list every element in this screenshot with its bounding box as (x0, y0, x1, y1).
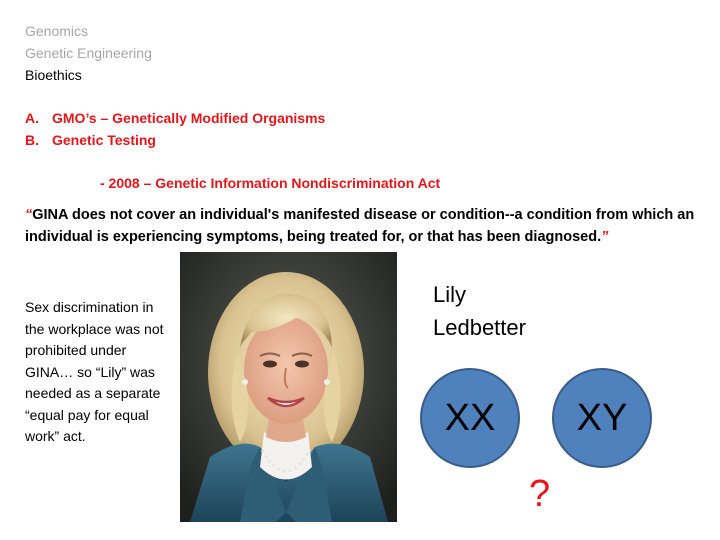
list-marker-a: A. (25, 110, 39, 126)
sub-item-gina: - 2008 – Genetic Information Nondiscrimination Act (100, 175, 441, 191)
quote-close-mark: ” (601, 229, 609, 245)
question-mark: ? (529, 473, 551, 515)
list-marker-b: B. (25, 132, 39, 148)
list-item-genetic-testing: Genetic Testing (52, 132, 156, 148)
topic-genomics: Genomics (25, 23, 89, 39)
quote-text: GINA does not cover an individual's manifested disease or condition--a condition from which an individual is experiencing symptoms, being treated for, or that has been diagnosed. (25, 207, 695, 245)
portrait-photo (180, 252, 397, 522)
xx-label: XX (444, 396, 496, 439)
quote-open-mark: “ (25, 207, 33, 223)
person-name (433, 278, 526, 344)
gina-quote (25, 204, 695, 248)
side-paragraph: Sex discrimination in the workplace was not prohibited under GINA… so “Lily” was needed as a separate “equal pay for equal work” act. (25, 299, 164, 444)
list-item-gmo: GMO’s – Genetically Modified Organisms (52, 110, 326, 126)
person-last-name: Ledbetter (433, 315, 526, 340)
xx-chromosome-circle (420, 368, 520, 468)
xy-chromosome-circle (552, 368, 652, 468)
person-first-name: Lily (433, 282, 467, 307)
topic-genetic-engineering: Genetic Engineering (25, 45, 152, 61)
topic-bioethics: Bioethics (25, 67, 82, 83)
portrait-illustration (180, 252, 397, 522)
xy-label: XY (576, 396, 628, 439)
